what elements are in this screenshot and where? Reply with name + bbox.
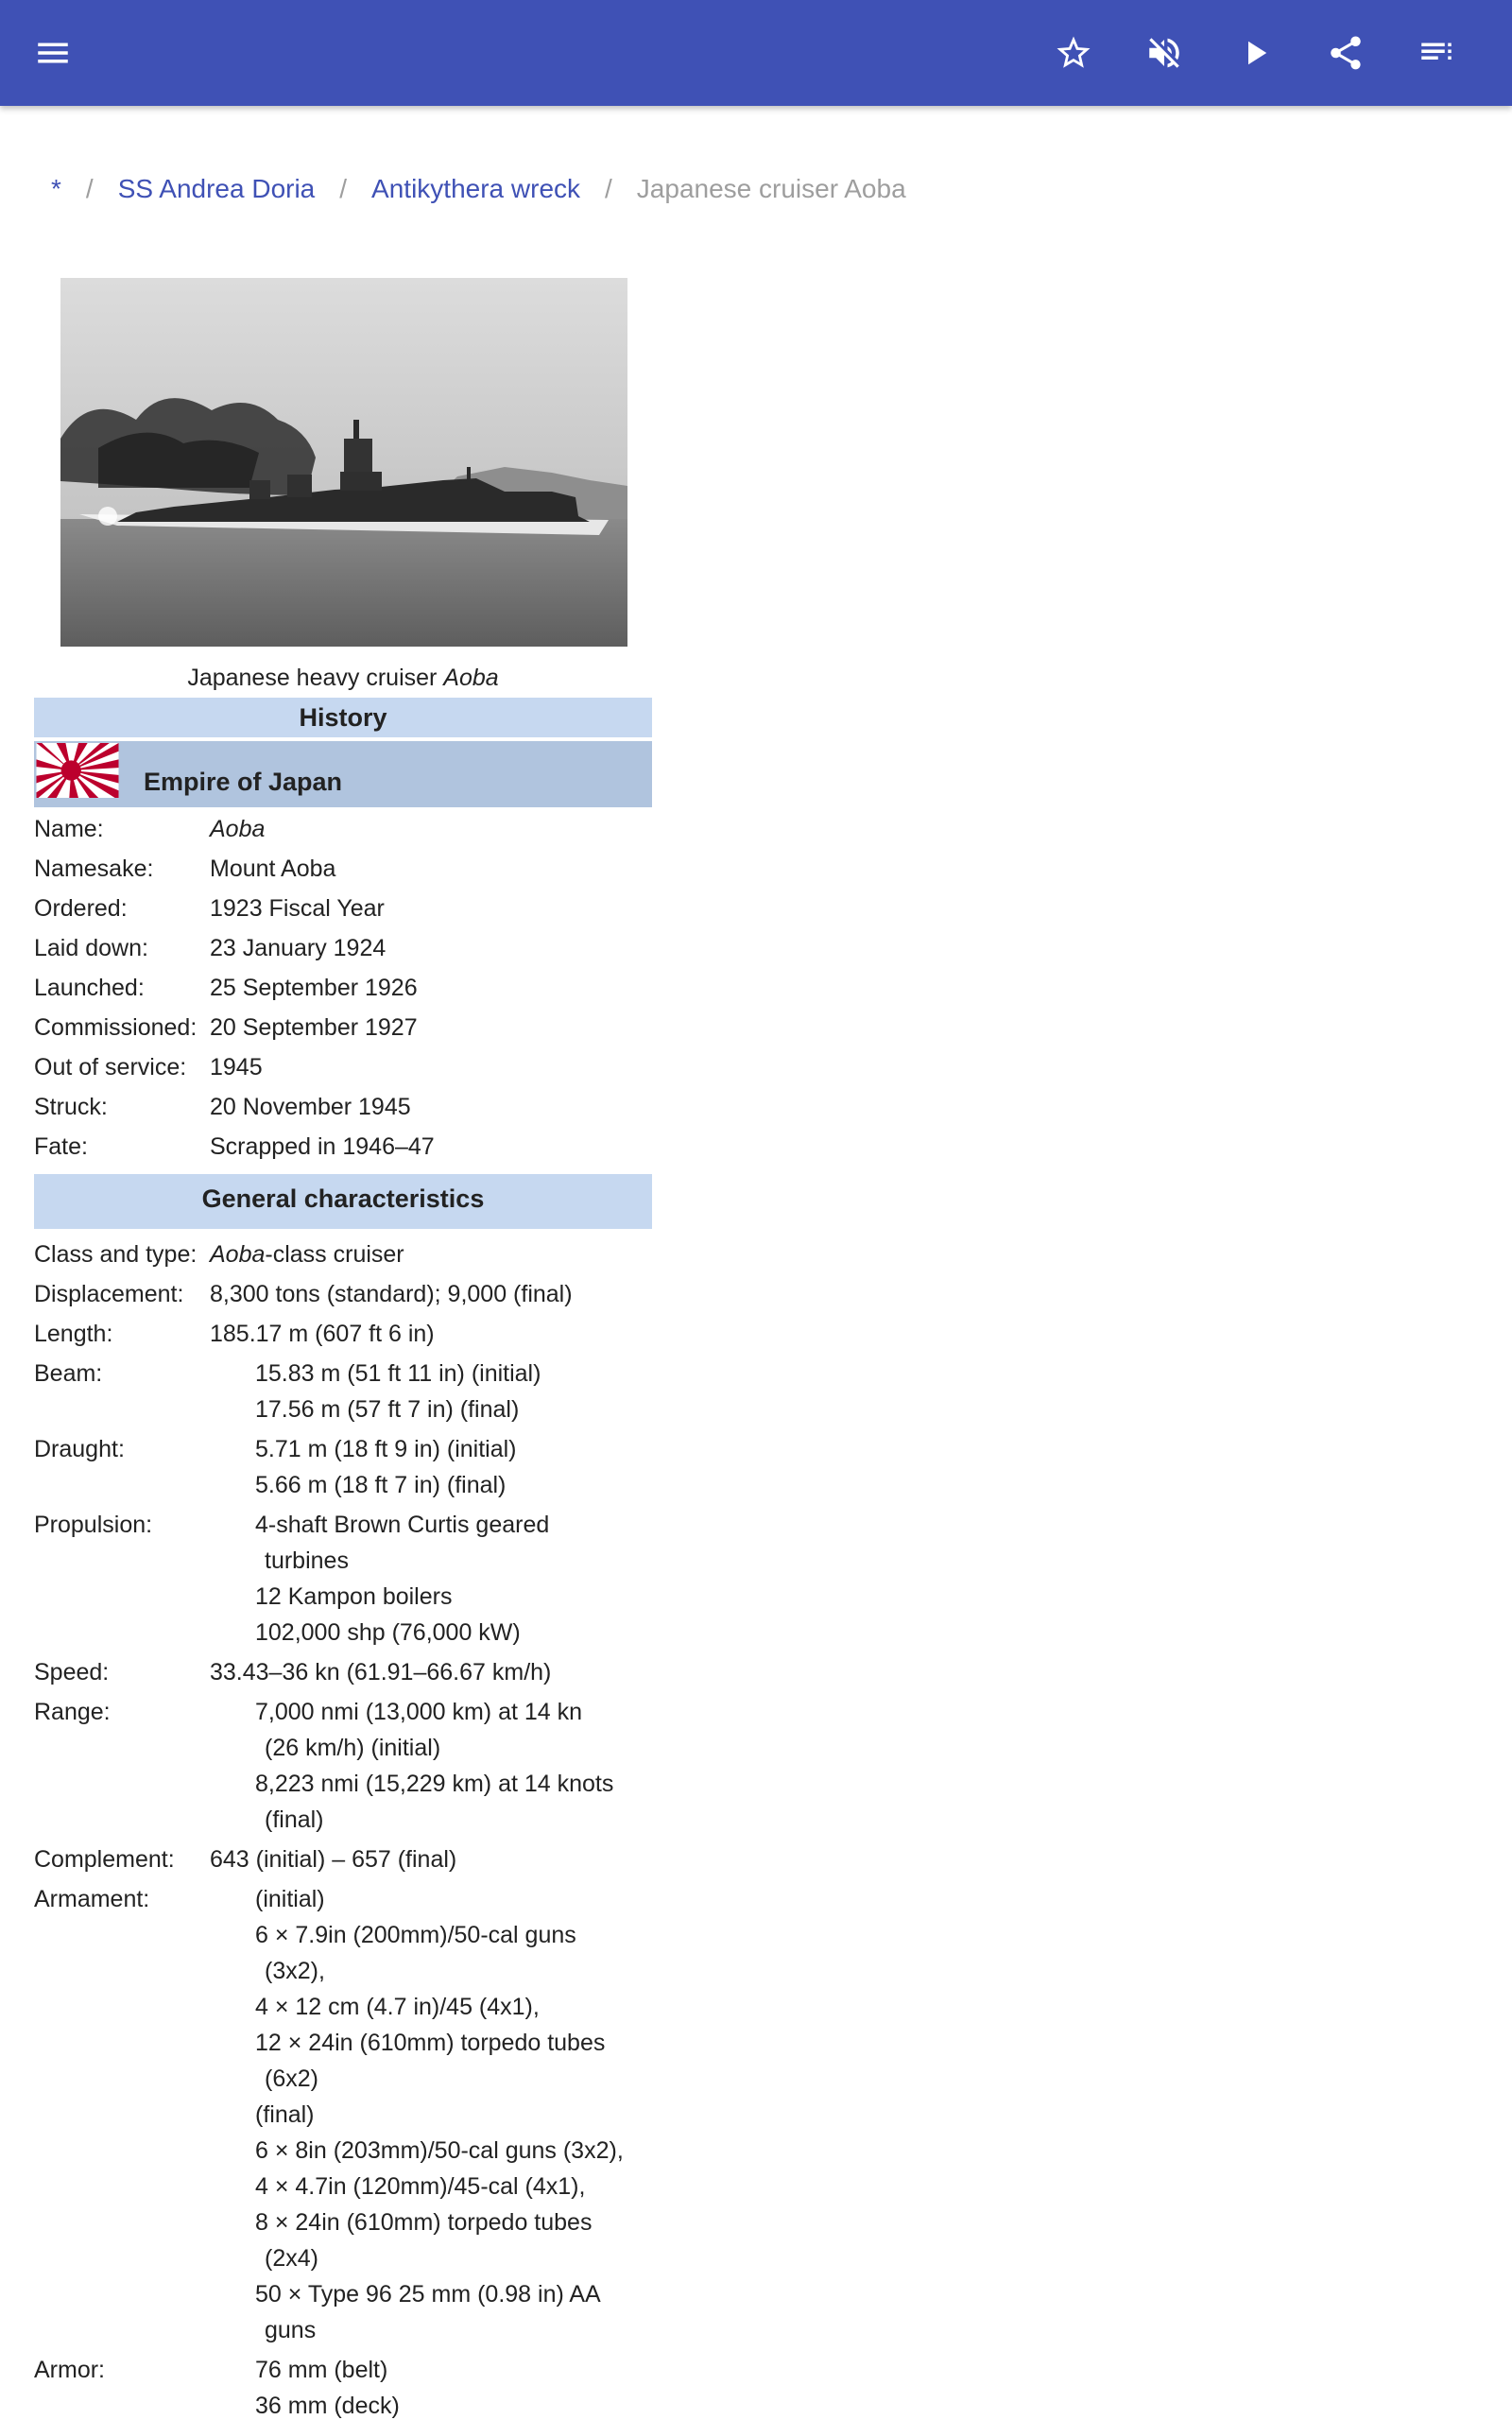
breadcrumb-home-link[interactable]: * [51,174,61,203]
history-row-namesake: Namesake: Mount Aoba [34,856,336,882]
menu-button[interactable] [21,21,85,85]
hamburger-menu-icon [33,33,73,73]
breadcrumb-separator: / [85,174,94,203]
char-row-class: Class and type: Aoba-class cruiser [34,1241,404,1268]
char-row-displacement: Displacement: 8,300 tons (standard); 9,000 (final) [34,1281,573,1307]
ship-photo[interactable] [60,278,627,647]
history-row-launched: Launched: 25 September 1926 [34,975,418,1001]
history-row-name: Name: Aoba [34,816,266,842]
char-row-speed: Speed: 33.43–36 kn (61.91–66.67 km/h) [34,1659,552,1685]
playlist-icon [1417,33,1456,73]
nation-name: Empire of Japan [144,768,343,796]
play-button[interactable] [1223,21,1287,85]
char-row-range: Range: 7,000 nmi (13,000 km) at 14 kn (26 km/h) (initial) 8,223 nmi (15,229 km) at 14 knots (final) [34,1699,614,1833]
infobox [34,278,652,2420]
char-row-armor: Armor: 76 mm (belt) 36 mm (deck) [34,2357,400,2419]
general-characteristics-header: General characteristics [34,1174,652,1229]
breadcrumb [51,170,906,208]
photo-caption: Japanese heavy cruiser Aoba [187,665,499,691]
rising-sun-flag-icon [36,743,119,798]
breadcrumb-link-antikythera[interactable]: Antikythera wreck [371,174,581,203]
favorite-button[interactable] [1041,21,1106,85]
history-row-fate: Fate: Scrapped in 1946–47 [34,1133,435,1160]
play-icon [1235,33,1275,73]
characteristics-table [34,1235,652,2420]
history-row-laid-down: Laid down: 23 January 1924 [34,935,387,961]
breadcrumb-separator: / [339,174,348,203]
mute-button[interactable] [1132,21,1196,85]
history-table [34,809,652,1167]
breadcrumb-current: Japanese cruiser Aoba [636,174,906,203]
history-row-struck: Struck: 20 November 1945 [34,1094,411,1120]
share-button[interactable] [1314,21,1378,85]
history-row-out-of-service: Out of service: 1945 [34,1054,263,1080]
breadcrumb-separator: / [605,174,612,203]
nation-header [34,741,652,807]
history-row-ordered: Ordered: 1923 Fiscal Year [34,895,385,922]
history-row-commissioned: Commissioned: 20 September 1927 [34,1014,418,1041]
char-row-propulsion: Propulsion: 4-shaft Brown Curtis geared turbines 12 Kampon boilers 102,000 shp (76,000 kW) [34,1512,550,1646]
share-icon [1326,33,1366,73]
volume-off-icon [1144,33,1184,73]
char-row-complement: Complement: 643 (initial) – 657 (final) [34,1846,457,1873]
char-row-draught: Draught: 5.71 m (18 ft 9 in) (initial) 5.66 m (18 ft 7 in) (final) [34,1436,517,1498]
char-row-beam: Beam: 15.83 m (51 ft 11 in) (initial) 17.56 m (57 ft 7 in) (final) [34,1360,541,1423]
app-bar [0,0,1512,106]
history-header: History [34,698,652,737]
breadcrumb-link-andrea-doria[interactable]: SS Andrea Doria [117,174,316,203]
class-link[interactable]: Aoba [210,1241,266,1268]
contents-button[interactable] [1404,21,1469,85]
char-row-armament: Armament: (initial) 6 × 7.9in (200mm)/50-cal guns (3x2), 4 × 12 cm (4.7 in)/45 (4x1), 12 × 24in (610mm) torpedo tubes (6x2) (final) 6 × 8in (203mm)/50-cal guns (3x2), 4 × 4.7in (120mm)/45-cal (4x1), 8 × 24in (610mm) torpedo tubes (2x4) 50 × Type 96 25 mm (0.98 in) AA guns [34,1886,624,2343]
char-row-length: Length: 185.17 m (607 ft 6 in) [34,1321,435,1347]
star-icon [1054,33,1093,73]
